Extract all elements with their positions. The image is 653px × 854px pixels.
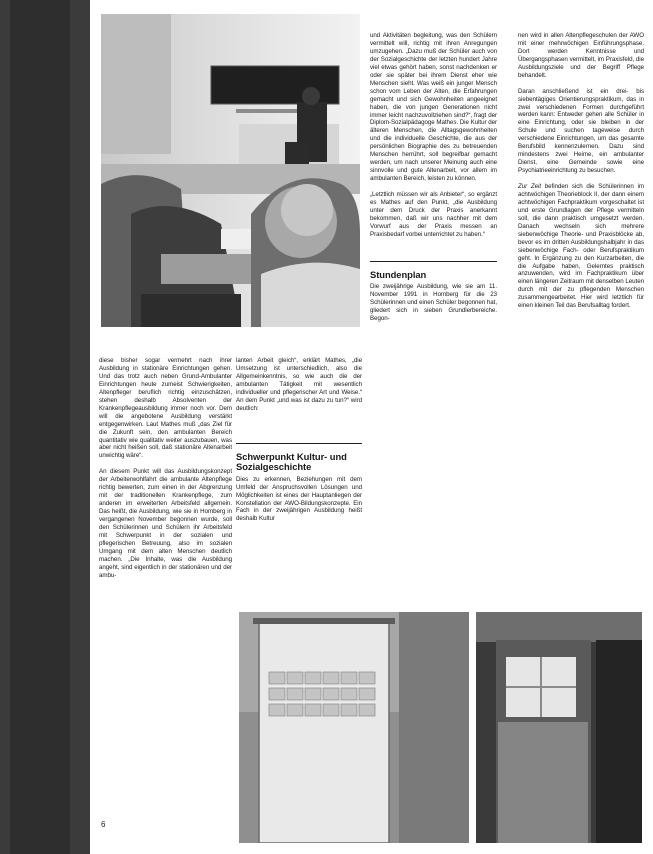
- text-column-4: [518, 32, 644, 310]
- col3-spacer: [370, 239, 497, 261]
- col4-paragraph-3: [518, 183, 644, 310]
- flipchart-photo-image: [239, 612, 469, 843]
- col4-paragraph-3-text: befinden sich die Schülerinnen im achtwöchigen Theorieblock II, der dann einem achtwöchigen Fachpraktikum vorgeschaltet ist und erste Grundlagen der Pflege vermitteln soll, die dann praktisch umgesetzt werden. Danach wechseln sich mehrere siebenwöchige Theorie- und Praxisblöcke ab, bevor es im dritten Ausbildungshalbjahr in das siebenwöchige Fach- oder Berufspraktikum geht. In Ergänzung zu den Kurzarbeiten, die die Aufgabe haben, Gelerntes praktisch anzuwenden, wird im Fachpraktikum über einen längeren Zeitraum mit denselben Leuten durch mit der zu pflegenden Menschen zusammengearbeitet. Hier wird letztlich für einen kleinen Teil das Berufsalltag fordert.: [518, 182, 645, 310]
- hallway-window-photo-image: [476, 612, 642, 843]
- left-margin-strip: [0, 0, 90, 854]
- col1-paragraph-2: An diesem Punkt will das Ausbildungskonzept der Arbeiterwohlfahrt die ambulante Altenpflege richtig bewerten, zum einen in der Abgrenzung mit der traditionellen Krankenpflege, zum anderen im erweiterten Arbeitsfeld allgemein. Das heißt, die Ausbildung, wie sie in Homberg in vergangenen November begonnen wurde, soll den Schülerinnen und Schülern ihr Arbeitsfeld mit Schwerpunkt in der sozialen und pflegerischen Betreuung, also im sozialen Umgang mit dem alten Menschen deutlich machen. „Die Inhalte, was die Ausbildung angeht, sind eigentlich in der stationären und der ambu-: [99, 468, 232, 579]
- col3-paragraph-2: „Letztlich müssen wir als Anbieter“, so ergänzt es Mathes auf den Punkt, „die Ausbildung unter dem Druck der Praxis anerkannt bekommen, daß wir uns nachher mit dem Vorwurf aus der Praxis messen an Praxisbedarf vorbei unterrichtet zu haben.“: [370, 191, 497, 238]
- text-column-3: [370, 32, 497, 323]
- flipchart-photo: [239, 612, 469, 843]
- col4-paragraph-2: Daran anschließend ist ein drei- bis siebentägiges Orientierungspraktikum, das in zwei verschiedenen Formen durchgeführt werden kann: Entweder gehen alle Schüler in eine Einrichtung, oder sie bleiben in der Schule und suchen tageweise durch verschiedene Einrichtungen, um das gesamte Berufsbild kennenzulernen. Dazu sind mindestens zwei Heime, ein ambulanter Dienst, eine Gemeinde sowie eine Psychiatrieeinrichtung zu besuchen.: [518, 87, 644, 175]
- page-number: 6: [101, 820, 106, 829]
- col3-paragraph-1: und Aktivitäten begleitung, was den Schülern vermittelt will, richtig mit ihren Anregungen umzugehen. „Dazu muß der Schüler auch von der Sozialgeschichte der letzten hundert Jahre viel etwas gehört haben, sonst nachdenken er oder sie später bei ihrem Dienst eher wie Menschen sieht. Was weiß ein junger Mensch schon vom Leben der Alten, die Erfahrungen gemacht und sich Gewohnheiten angeeignet haben, die von jungen Generationen nicht immer leicht nachzuvollziehen sind?“, fragt der Diplom-Sozialpädagoge Mathes. Die Kultur der älteren Menschen, die Alltagsgewohnheiten und die individuelle Geschichte, die aus der persönlichen Biographie des zu betreuenden Menschen herrührt, soll begreifbar gemacht werden, um nach unserer Meinung auch eine sinnvolle und gute Altenarbeit, vor allem im ambulanten Bereich, leisten zu können.: [370, 32, 497, 183]
- classroom-photo-image: [101, 14, 360, 327]
- section-heading-kultur: Schwerpunkt Kultur- und Sozialgeschichte: [236, 450, 347, 473]
- col1-paragraph-1: diese bisher sogar vermehrt nach ihrer Ausbildung in stationäre Einrichtungen gehen. Und das trotz auch neben Grund-Ambulanter Einrichtungen heute zumeist Schwierigkeiten, Altenpfleger beruflich richtig einzuschätzen, stehen deshalb Absolventen der Krankenpflegeausbildung immer noch vor. Dem will die angebotene Ausbildung verstärkt entgegenwirken. Laut Mathes muß „das Ziel für die Zukunft sein, den ambulanten Bereich quantitativ wie qualitativ weiter auszubauen, was aber nicht heißen soll, daß stationäre Altenarbeit unwichtig wäre“.: [99, 357, 232, 460]
- hallway-window-photo: [476, 612, 642, 843]
- col4-paragraph-1: nen wird in allen Altenpflegeschulen der AWO mit einer mehrwöchigen Einführungsphase. Dort werden Kenntnisse und Übergangsphasen vermittelt, im Praxisfeld, die Ausbildungsziele und der Begriff Pflege behandelt.: [518, 32, 644, 79]
- col2-paragraph-1: lanten Arbeit gleich“, erklärt Mathes, „die Umsetzung ist unterschiedlich, also die Allgemeinkenntnis, so wie auch die der ambulanten Tätigkeit mit wesentlich individueller und pflegerischer Art und Weise.“ An dem Punkt „und was ist dazu zu tun?“ wird deutlich:: [236, 357, 362, 412]
- col4-emphasis: Zur Zeit: [518, 182, 542, 190]
- text-column-2: [236, 357, 362, 523]
- col3-paragraph-3: Die zweijährige Ausbildung, wie sie am 11. November 1991 in Homberg für die 23 Schülerinnen und einen Schüler begonnen hat, gliedert sich in sieben Grundlerbereiche. Begon-: [370, 283, 497, 323]
- col2-paragraph-2: Dies zu erkennen, Beziehungen mit dem Umfeld der Anspruchsvollen Lösungen und Möglichkeiten ist eines der Hauptanliegen der Konstellation der AWO-Bildungskonzepte. Ein Fach in der zweijährigen Ausbildung heißt deshalb Kultur: [236, 475, 362, 523]
- left-margin-shadow: [10, 0, 70, 854]
- classroom-photo: [101, 14, 360, 327]
- section-heading-stundenplan: Stundenplan: [370, 268, 427, 280]
- col2-spacer: [236, 413, 362, 443]
- text-column-1: [99, 357, 232, 580]
